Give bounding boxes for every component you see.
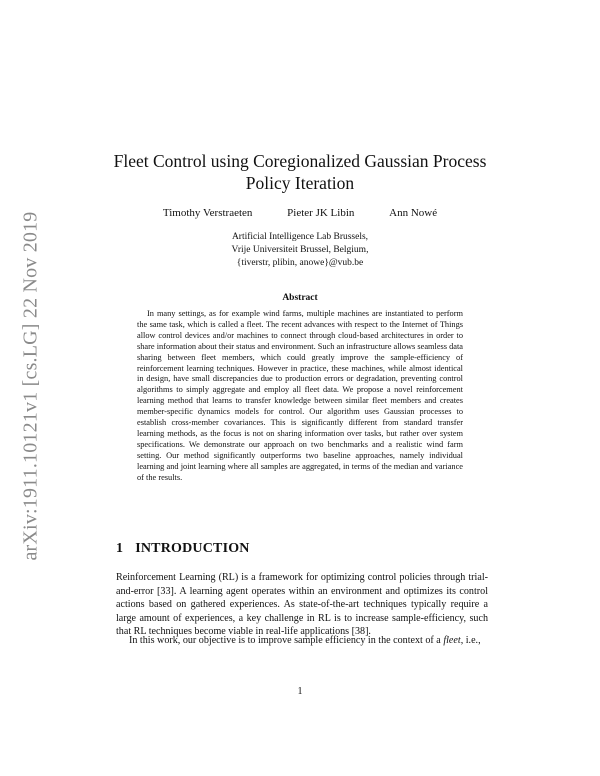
affiliation-university: Vrije Universiteit Brussel, Belgium,	[231, 245, 369, 255]
intro-paragraph-2-emphasis: fleet	[443, 635, 461, 646]
intro-paragraph-2-end: , i.e.,	[460, 635, 481, 646]
section-title: INTRODUCTION	[135, 541, 250, 556]
page-number: 1	[297, 686, 303, 697]
title-line-2: Policy Iteration	[245, 173, 355, 193]
intro-paragraph-1: Reinforcement Learning (RL) is a framework for optimizing control policies through trial-and-error [33]. A learning agent operates within an environment and optimizes its control actions based on gathered experiences. As state-of-the-art techniques typically require a large amount of experiences, a key challenge in RL is to increase sample-efficiency, such that RL techniques become viable in real-life applications [38].	[116, 572, 488, 638]
author-list	[0, 207, 600, 219]
abstract-heading: Abstract	[282, 293, 318, 303]
section-number: 1	[116, 541, 124, 556]
author-name: Pieter JK Libin	[287, 207, 355, 219]
intro-paragraph-2	[116, 634, 488, 648]
affiliation-emails: {tiverstr, plibin, anowe}@vub.be	[236, 258, 364, 268]
abstract-text: In many settings, as for example wind farms, multiple machines are instantiated to perform the same task, which is called a fleet. The recent advances with respect to the Internet of Things allow control devices and/or machines to connect through cloud-based architectures in order to share information about their status and environment. Such an infrastructure allows seamless data sharing between fleet members, which could greatly improve the sample-efficiency of reinforcement learning techniques. However in practice, these machines, while almost identical in design, have small discrepancies due to production errors or degradation, preventing control algorithms to simply aggregate and employ all fleet data. We propose a novel reinforcement learning method that learns to transfer knowledge between similar fleet members and creates member-specific dynamics models for control. Our algorithm uses Gaussian processes to establish cross-member covariances. This is significantly different from standard transfer learning methods, as the focus is not on sharing information over tasks, but rather over system specifications. We demonstrate our approach on two benchmarks and a realistic wind farm setting. Our method significantly outperforms two baseline approaches, namely individual learning and joint learning where all samples are aggregated, in terms of the median and variance of the results.	[137, 309, 464, 482]
affiliation-block	[0, 231, 600, 270]
affiliation-lab: Artificial Intelligence Lab Brussels,	[231, 232, 369, 242]
arxiv-identifier-stamp[interactable]: arXiv:1911.10121v1 [cs.LG] 22 Nov 2019	[19, 211, 42, 561]
paper-title	[0, 150, 600, 194]
title-line-1: Fleet Control using Coregionalized Gaussian Process	[113, 151, 487, 171]
author-name: Ann Nowé	[389, 207, 438, 219]
section-heading	[116, 541, 250, 557]
intro-paragraph-2-start: In this work, our objective is to improve sample efficiency in the context of a	[129, 635, 444, 646]
author-name: Timothy Verstraeten	[162, 207, 253, 219]
